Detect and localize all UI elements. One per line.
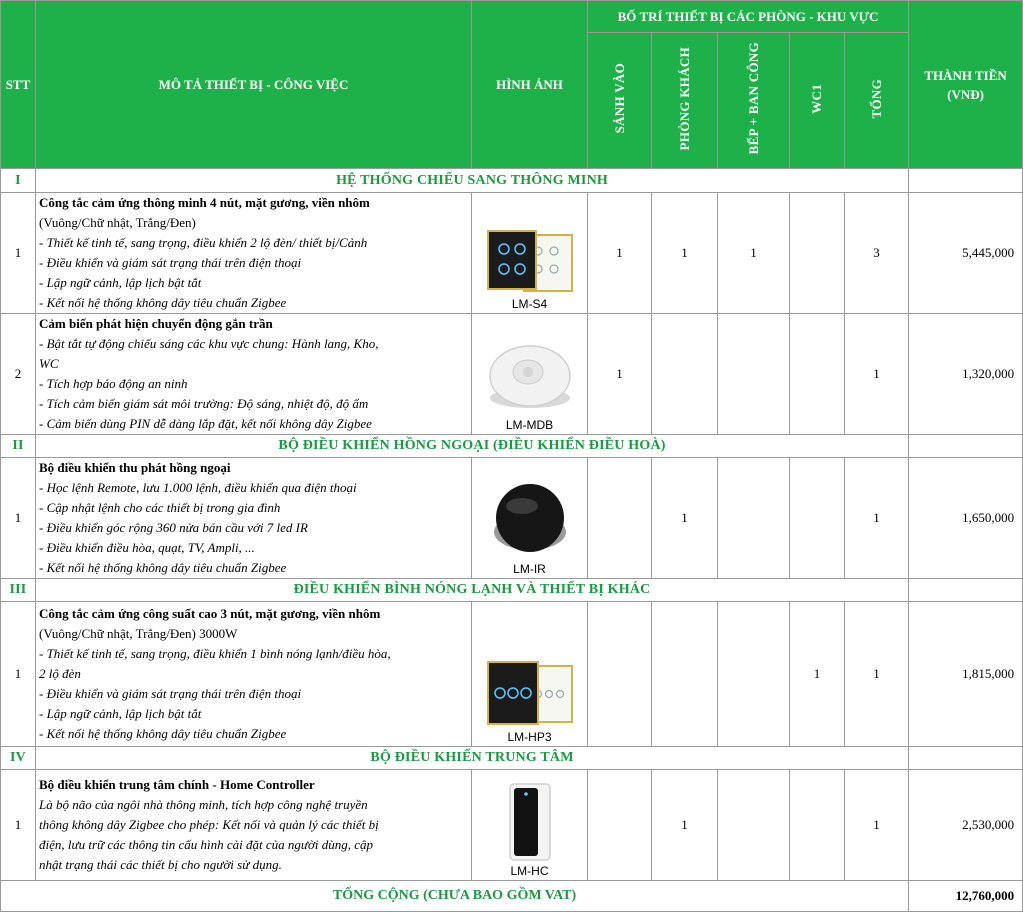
item-stt: 1: [1, 602, 36, 747]
item-image: [472, 602, 588, 747]
motion-sensor-icon: [472, 338, 587, 418]
item-description: [36, 770, 472, 881]
item-feature-line: nhật trạng thái các thiết bị cho người sử dụng.: [39, 857, 282, 872]
qty-bep-ban-cong: [718, 770, 790, 881]
item-description: [36, 314, 472, 435]
item-amount: 2,530,000: [909, 770, 1023, 881]
home-controller-icon: [472, 780, 587, 864]
qty-wc1: [790, 314, 845, 435]
qty-sanh-vao: [588, 458, 652, 579]
item-description: [36, 458, 472, 579]
item-amount: 1,650,000: [909, 458, 1023, 579]
qty-phong-khach: 1: [652, 193, 718, 314]
item-feature-line: - Kết nối hệ thống không dây tiêu chuẩn Zigbee: [39, 560, 287, 575]
qty-phong-khach: [652, 314, 718, 435]
switch-3-button-icon: [472, 656, 587, 730]
qty-total: 3: [845, 193, 909, 314]
header-room-sanh-vao: SẢNH VÀO: [588, 33, 652, 169]
section-number: IV: [1, 747, 36, 770]
total-row: [1, 881, 1023, 912]
item-feature-line: - Kết nối hệ thống không dây tiêu chuẩn Zigbee: [39, 295, 287, 310]
section-amount-empty: [909, 435, 1023, 458]
qty-sanh-vao: 1: [588, 193, 652, 314]
section-number: II: [1, 435, 36, 458]
item-code: LM-HP3: [507, 730, 552, 744]
item-amount: 1,815,000: [909, 602, 1023, 747]
item-image: [472, 314, 588, 435]
header-room-wc1: WC1: [790, 33, 845, 169]
total-label: TỔNG CỘNG (CHƯA BAO GỒM VAT): [1, 881, 909, 912]
section-number: III: [1, 579, 36, 602]
qty-sanh-vao: [588, 602, 652, 747]
item-code: LM-IR: [513, 562, 546, 576]
qty-wc1: [790, 193, 845, 314]
table-row: [1, 314, 1023, 435]
qty-total: 1: [845, 458, 909, 579]
item-feature-line: - Tích hợp báo động an ninh: [39, 376, 188, 391]
section-row: [1, 579, 1023, 602]
qty-total: 1: [845, 314, 909, 435]
item-feature-line: - Kết nối hệ thống không dây tiêu chuẩn Zigbee: [39, 726, 287, 741]
item-stt: 1: [1, 458, 36, 579]
item-feature-line: 2 lộ đèn: [39, 666, 81, 681]
section-amount-empty: [909, 579, 1023, 602]
item-feature-line: - Cảm biến dùng PIN dễ dàng lắp đặt, kết nối không dây Zigbee: [39, 416, 372, 431]
item-title: Bộ điều khiển thu phát hồng ngoại: [39, 460, 231, 475]
item-image: [472, 193, 588, 314]
item-feature-line: thông không dây Zigbee cho phép: Kết nối và quản lý các thiết bị: [39, 817, 379, 832]
header-description: MÔ TẢ THIẾT BỊ - CÔNG VIỆC: [36, 1, 472, 169]
qty-sanh-vao: 1: [588, 314, 652, 435]
qty-wc1: [790, 770, 845, 881]
table-row: [1, 193, 1023, 314]
item-image: [472, 770, 588, 881]
item-amount: 1,320,000: [909, 314, 1023, 435]
total-amount: 12,760,000: [909, 881, 1023, 912]
item-feature-line: - Tích cảm biến giám sát môi trường: Độ sáng, nhiệt độ, độ ẩm: [39, 396, 369, 411]
table-body: [1, 169, 1023, 881]
table-row: [1, 602, 1023, 747]
item-feature-line: - Lập ngữ cảnh, lập lịch bật tắt: [39, 706, 202, 721]
item-amount: 5,445,000: [909, 193, 1023, 314]
item-feature-line: - Cập nhật lệnh cho các thiết bị trong gia đình: [39, 500, 281, 515]
item-feature-line: - Điều khiển điều hòa, quạt, TV, Ampli, ...: [39, 540, 255, 555]
item-title: Công tắc cảm ứng thông minh 4 nút, mặt gương, viền nhôm: [39, 195, 370, 210]
item-description: [36, 193, 472, 314]
header-room-bep: BẾP + BAN CÔNG: [718, 33, 790, 169]
header-amount: THÀNH TIỀN (VNĐ): [909, 1, 1023, 169]
item-feature-line: - Học lệnh Remote, lưu 1.000 lệnh, điều khiển qua điện thoại: [39, 480, 357, 495]
item-stt: 1: [1, 770, 36, 881]
section-row: [1, 747, 1023, 770]
item-code: LM-MDB: [505, 418, 554, 432]
item-image: [472, 458, 588, 579]
qty-phong-khach: 1: [652, 770, 718, 881]
section-amount-empty: [909, 169, 1023, 193]
section-amount-empty: [909, 747, 1023, 770]
qty-total: 1: [845, 770, 909, 881]
section-title: HỆ THỐNG CHIẾU SANG THÔNG MINH: [36, 169, 909, 193]
item-subtitle: (Vuông/Chữ nhật, Trắng/Đen) 3000W: [39, 626, 238, 641]
qty-phong-khach: 1: [652, 458, 718, 579]
header-room-tong: TỔNG: [845, 33, 909, 169]
item-feature-line: - Điều khiển và giám sát trạng thái trên điện thoại: [39, 255, 302, 270]
section-title: ĐIỀU KHIỂN BÌNH NÓNG LẠNH VÀ THIẾT BỊ KHÁC: [36, 579, 909, 602]
item-code: LM-S4: [511, 297, 548, 311]
table-row: [1, 458, 1023, 579]
item-feature-line: - Điều khiển và giám sát trạng thái trên điện thoại: [39, 686, 302, 701]
qty-wc1: 1: [790, 602, 845, 747]
header-room-phong-khach: PHÒNG KHÁCH: [652, 33, 718, 169]
item-feature-line: - Lập ngữ cảnh, lập lịch bật tắt: [39, 275, 202, 290]
item-feature-line: - Thiết kế tinh tế, sang trọng, điều khiển 1 bình nóng lạnh/điều hòa,: [39, 646, 391, 661]
item-title: Cảm biến phát hiện chuyển động gắn trần: [39, 316, 273, 331]
section-title: BỘ ĐIỀU KHIỂN HỒNG NGOẠI (ĐIỀU KHIỂN ĐIỀU HOÀ): [36, 435, 909, 458]
qty-bep-ban-cong: [718, 602, 790, 747]
item-feature-line: Là bộ não của ngôi nhà thông minh, tích hợp công nghệ truyền: [39, 797, 368, 812]
qty-bep-ban-cong: 1: [718, 193, 790, 314]
item-stt: 2: [1, 314, 36, 435]
item-description: [36, 602, 472, 747]
section-number: I: [1, 169, 36, 193]
qty-bep-ban-cong: [718, 458, 790, 579]
item-code: LM-HC: [510, 864, 549, 878]
qty-bep-ban-cong: [718, 314, 790, 435]
header-image: HÌNH ẢNH: [472, 1, 588, 169]
item-title: Công tắc cảm ứng công suất cao 3 nút, mặt gương, viền nhôm: [39, 606, 381, 621]
item-feature-line: WC: [39, 356, 59, 371]
qty-wc1: [790, 458, 845, 579]
qty-sanh-vao: [588, 770, 652, 881]
ir-controller-icon: [472, 478, 587, 562]
item-stt: 1: [1, 193, 36, 314]
item-feature-line: - Thiết kế tinh tế, sang trọng, điều khiển 2 lộ đèn/ thiết bị/Cảnh: [39, 235, 368, 250]
section-row: [1, 169, 1023, 193]
item-feature-line: điện, lưu trữ các thông tin cấu hình cài đặt của người dùng, cập: [39, 837, 374, 852]
header-stt: STT: [1, 1, 36, 169]
qty-phong-khach: [652, 602, 718, 747]
switch-4-button-icon: [472, 227, 587, 297]
item-feature-line: - Điều khiển góc rộng 360 nửa bán cầu với 7 led IR: [39, 520, 308, 535]
item-feature-line: - Bật tắt tự động chiếu sáng các khu vực chung: Hành lang, Kho,: [39, 336, 379, 351]
qty-total: 1: [845, 602, 909, 747]
item-subtitle: (Vuông/Chữ nhật, Trắng/Đen): [39, 215, 196, 230]
section-row: [1, 435, 1023, 458]
item-title: Bộ điều khiển trung tâm chính - Home Controller: [39, 777, 315, 792]
header-rooms-group: BỐ TRÍ THIẾT BỊ CÁC PHÒNG - KHU VỰC: [588, 1, 909, 33]
section-title: BỘ ĐIỀU KHIỂN TRUNG TÂM: [36, 747, 909, 770]
table-row: [1, 770, 1023, 881]
